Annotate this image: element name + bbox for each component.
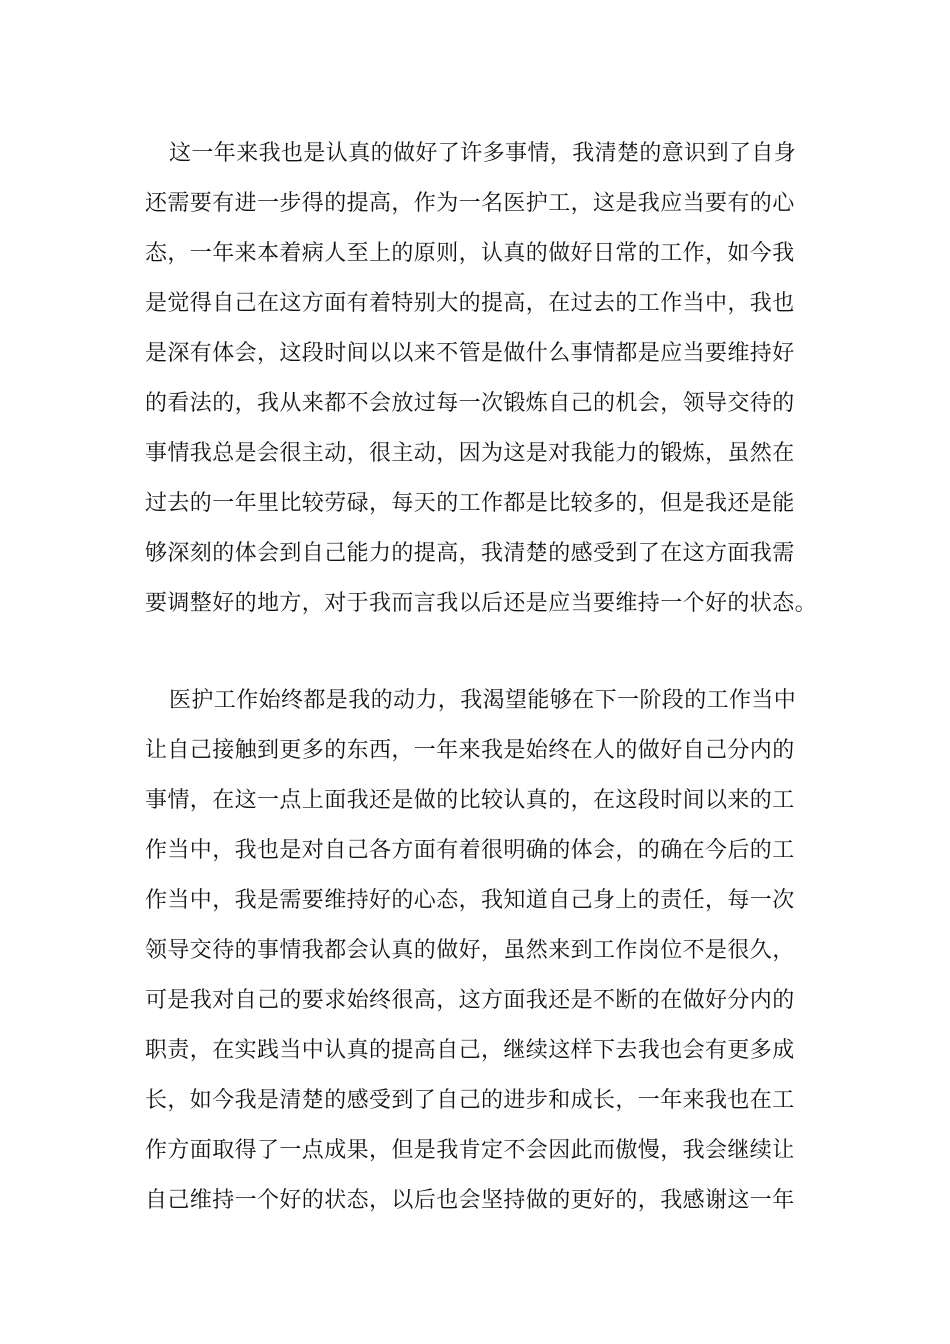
text-line: 够深刻的体会到自己能力的提高，我清楚的感受到了在这方面我需 — [145, 541, 795, 566]
text-line: 自己维持一个好的状态，以后也会坚持做的更好的，我感谢这一年 — [145, 1188, 795, 1213]
text-line: 的看法的，我从来都不会放过每一次锻炼自己的机会，领导交待的 — [145, 391, 795, 416]
text-line: 作方面取得了一点成果，但是我肯定不会因此而傲慢，我会继续让 — [145, 1138, 795, 1163]
text-line: 事情，在这一点上面我还是做的比较认真的，在这段时间以来的工 — [145, 788, 795, 813]
text-line: 领导交待的事情我都会认真的做好，虽然来到工作岗位不是很久， — [145, 938, 795, 963]
paragraph-2 — [145, 676, 825, 1226]
paragraph-1 — [145, 129, 825, 629]
text-line: 还需要有进一步得的提高，作为一名医护工，这是我应当要有的心 — [145, 191, 795, 216]
text-line: 过去的一年里比较劳碌，每天的工作都是比较多的，但是我还是能 — [145, 491, 795, 516]
text-line: 作当中，我是需要维持好的心态，我知道自己身上的责任，每一次 — [145, 888, 795, 913]
text-line: 事情我总是会很主动，很主动，因为这是对我能力的锻炼，虽然在 — [145, 441, 795, 466]
text-line: 是觉得自己在这方面有着特别大的提高，在过去的工作当中，我也 — [145, 291, 795, 316]
text-line: 要调整好的地方，对于我而言我以后还是应当要维持一个好的状态。 — [145, 591, 818, 616]
text-line: 这一年来我也是认真的做好了许多事情，我清楚的意识到了自身 — [169, 141, 797, 166]
text-line: 医护工作始终都是我的动力，我渴望能够在下一阶段的工作当中 — [169, 688, 797, 713]
text-line: 职责，在实践当中认真的提高自己，继续这样下去我也会有更多成 — [145, 1038, 795, 1063]
text-line: 让自己接触到更多的东西，一年来我是始终在人的做好自己分内的 — [145, 738, 795, 763]
text-line: 长，如今我是清楚的感受到了自己的进步和成长，一年来我也在工 — [145, 1088, 795, 1113]
text-line: 可是我对自己的要求始终很高，这方面我还是不断的在做好分内的 — [145, 988, 795, 1013]
text-line: 态，一年来本着病人至上的原则，认真的做好日常的工作，如今我 — [145, 241, 795, 266]
text-line: 是深有体会，这段时间以以来不管是做什么事情都是应当要维持好 — [145, 341, 795, 366]
text-line: 作当中，我也是对自己各方面有着很明确的体会，的确在今后的工 — [145, 838, 795, 863]
